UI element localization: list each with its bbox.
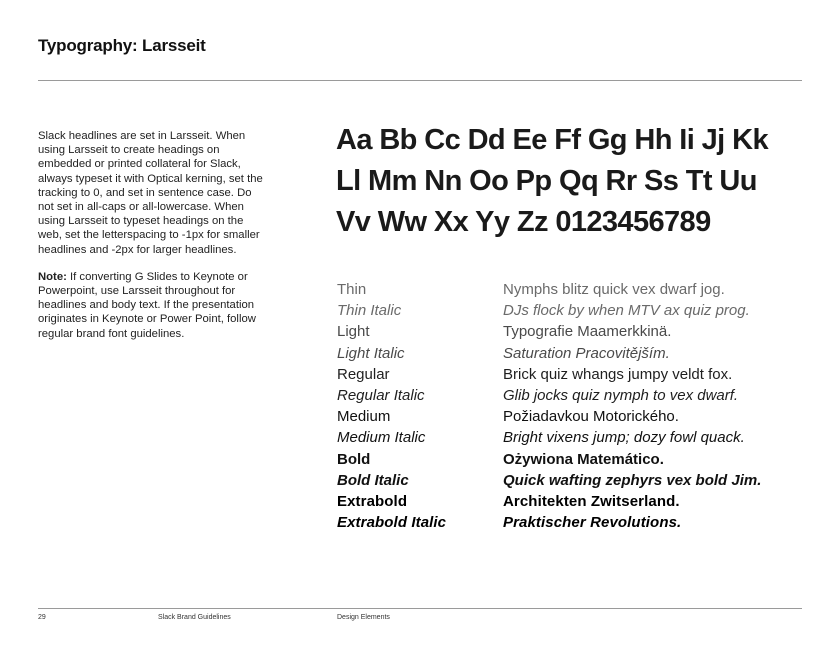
weight-sample: Architekten Zwitserland. bbox=[503, 492, 680, 510]
intro-text-block bbox=[38, 129, 270, 354]
weight-name: Light Italic bbox=[337, 344, 405, 362]
weight-sample: Nymphs blitz quick vex dwarf jog. bbox=[503, 281, 725, 299]
weight-sample: Quick wafting zephyrs vex bold Jim. bbox=[503, 471, 762, 489]
weight-name: Bold Italic bbox=[337, 471, 409, 489]
weight-name: Thin Italic bbox=[337, 302, 402, 320]
weight-row-thin-italic bbox=[337, 300, 807, 321]
weight-name: Extrabold Italic bbox=[337, 514, 447, 532]
weight-sample: Glib jocks quiz nymph to vex dwarf. bbox=[503, 387, 739, 405]
weight-row-bold-italic bbox=[337, 470, 807, 491]
weight-specimen-list bbox=[337, 279, 807, 533]
weight-sample: Praktischer Revolutions. bbox=[503, 514, 682, 532]
header-divider bbox=[38, 80, 802, 81]
document-name: Slack Brand Guidelines bbox=[158, 614, 231, 621]
weight-name: Regular Italic bbox=[337, 387, 425, 405]
weight-name: Extrabold bbox=[337, 492, 408, 510]
alphabet-line: Aa Bb Cc Dd Ee Ff Gg Hh Ii Jj Kk bbox=[336, 124, 768, 156]
note-label: Note: bbox=[38, 270, 67, 283]
page-number: 29 bbox=[38, 614, 46, 621]
weight-sample: Saturation Pracovitějším. bbox=[503, 344, 670, 362]
note-text: If converting G Slides to Keynote or Powerpoint, use Larsseit throughout for headlines and body text. If the presentation originates in Keynote or Power Point, follow regular brand font guidelines. bbox=[38, 270, 256, 340]
weight-row-medium bbox=[337, 406, 807, 427]
alphabet-line: Vv Ww Xx Yy Zz 0123456789 bbox=[336, 206, 711, 238]
weight-sample: Brick quiz whangs jumpy veldt fox. bbox=[503, 365, 733, 383]
weight-name: Regular bbox=[337, 365, 390, 383]
weight-sample: Bright vixens jump; dozy fowl quack. bbox=[503, 429, 745, 447]
weight-row-medium-italic bbox=[337, 427, 807, 448]
weight-row-thin bbox=[337, 279, 807, 300]
weight-row-light-italic bbox=[337, 343, 807, 364]
weight-sample: Ożywiona Matemático. bbox=[503, 450, 664, 468]
footer-divider bbox=[38, 608, 802, 609]
weight-row-bold bbox=[337, 449, 807, 470]
weight-name: Bold bbox=[337, 450, 371, 468]
page-title: Typography: Larsseit bbox=[38, 36, 206, 55]
weight-row-light bbox=[337, 321, 807, 342]
weight-row-regular bbox=[337, 364, 807, 385]
weight-sample: Typografie Maamerkkinä. bbox=[503, 323, 672, 341]
alphabet-specimen bbox=[336, 120, 806, 243]
weight-name: Thin bbox=[337, 281, 367, 299]
weight-name: Light bbox=[337, 323, 370, 341]
weight-row-extrabold-italic bbox=[337, 512, 807, 533]
weight-name: Medium Italic bbox=[337, 429, 426, 447]
weight-sample: DJs flock by when MTV ax quiz prog. bbox=[503, 302, 750, 320]
weight-name: Medium bbox=[337, 408, 391, 426]
weight-sample: Požiadavkou Motorického. bbox=[503, 408, 679, 426]
section-name: Design Elements bbox=[337, 614, 390, 621]
weight-row-regular-italic bbox=[337, 385, 807, 406]
weight-row-extrabold bbox=[337, 491, 807, 512]
note-paragraph bbox=[38, 270, 270, 341]
alphabet-line: Ll Mm Nn Oo Pp Qq Rr Ss Tt Uu bbox=[336, 165, 757, 197]
intro-paragraph: Slack headlines are set in Larsseit. When using Larsseit to create headings on embedded or printed collateral for Slack, always typeset it with Optical kerning, set the tracking to 0, and set in sentence case. Do not set in all-caps or all-lowercase. When using Larsseit to typeset headings on the web, set the letterspacing to -1px for smaller headlines and -2px for larger headlines. bbox=[38, 130, 263, 256]
